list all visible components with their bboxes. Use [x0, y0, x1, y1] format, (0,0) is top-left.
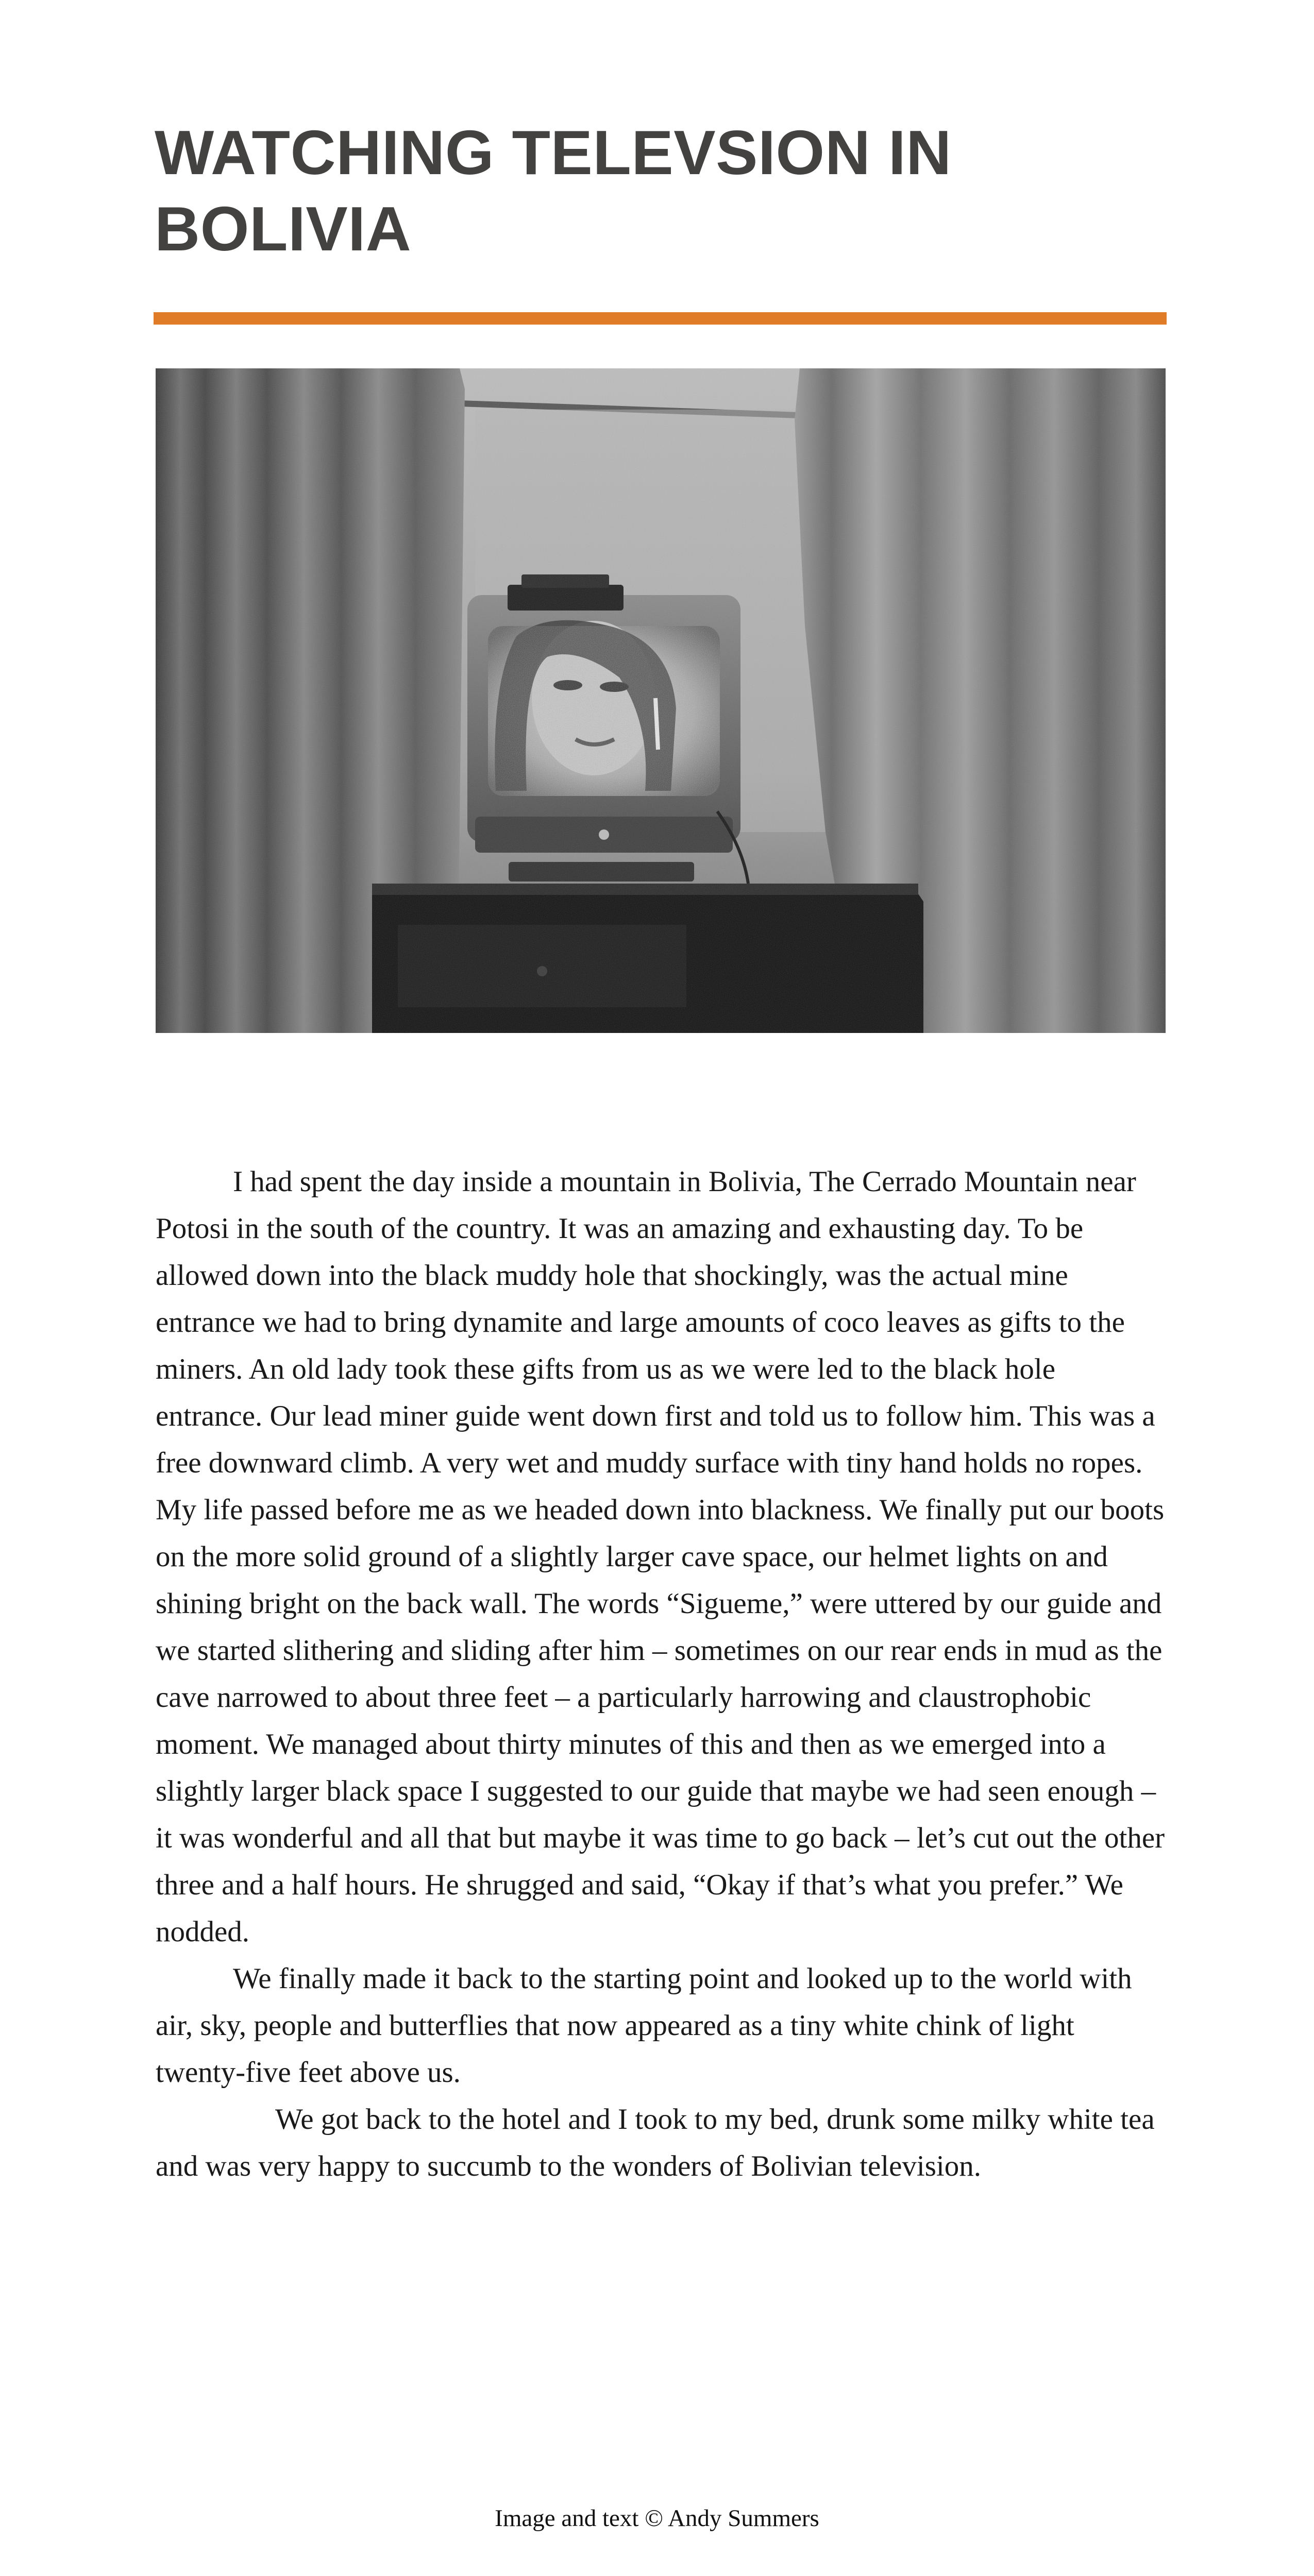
paragraph: We finally made it back to the starting point and looked up to the world with air, sky, people and butterflies that now appeared as a tiny white chink of light twenty-five feet above us. — [156, 1962, 1132, 2089]
paragraph: We got back to the hotel and I took to my bed, drunk some milky white tea and was very happy to succumb to the wonders of Bolivian television. — [156, 2103, 1155, 2182]
title-underline-rule — [154, 312, 1167, 325]
paragraph: I had spent the day inside a mountain in Bolivia, The Cerrado Mountain near Potosi in the south of the country. It was an amazing and exhausting day. To be allowed down into the black muddy hole that shockingly, was the actual mine entrance we had to bring dynamite and large amounts of coco leaves as gifts to the miners. An old lady took these gifts from us as we were led to the black hole entrance. Our lead miner guide went down first and told us to follow him. This was a free downward climb. A very wet and muddy surface with tiny hand holds no ropes. My life passed before me as we headed down into blackness. We finally put our boots on the more solid ground of a slightly larger cave space, our helmet lights on and shining bright on the back wall. The words “Sigueme,” were uttered by our guide and we started slithering and sliding after him – sometimes on our rear ends in mud as the cave narrowed to about three feet – a particularly harrowing and claustrophobic moment. We managed about thirty minutes of this and then as we emerged into a slightly larger black space I suggested to our guide that maybe we had seen enough – it was wonderful and all that but maybe it was time to go back – let’s cut out the other three and a half hours. He shrugged and said, “Okay if that’s what you prefer.” We nodded. — [156, 1165, 1165, 1948]
television-photo — [156, 368, 1166, 1033]
copyright-credit: Image and text © Andy Summers — [495, 2505, 819, 2532]
article-body — [156, 1158, 1168, 2190]
page-title: WATCHING TELEVSION IN BOLIVIA — [155, 117, 952, 264]
